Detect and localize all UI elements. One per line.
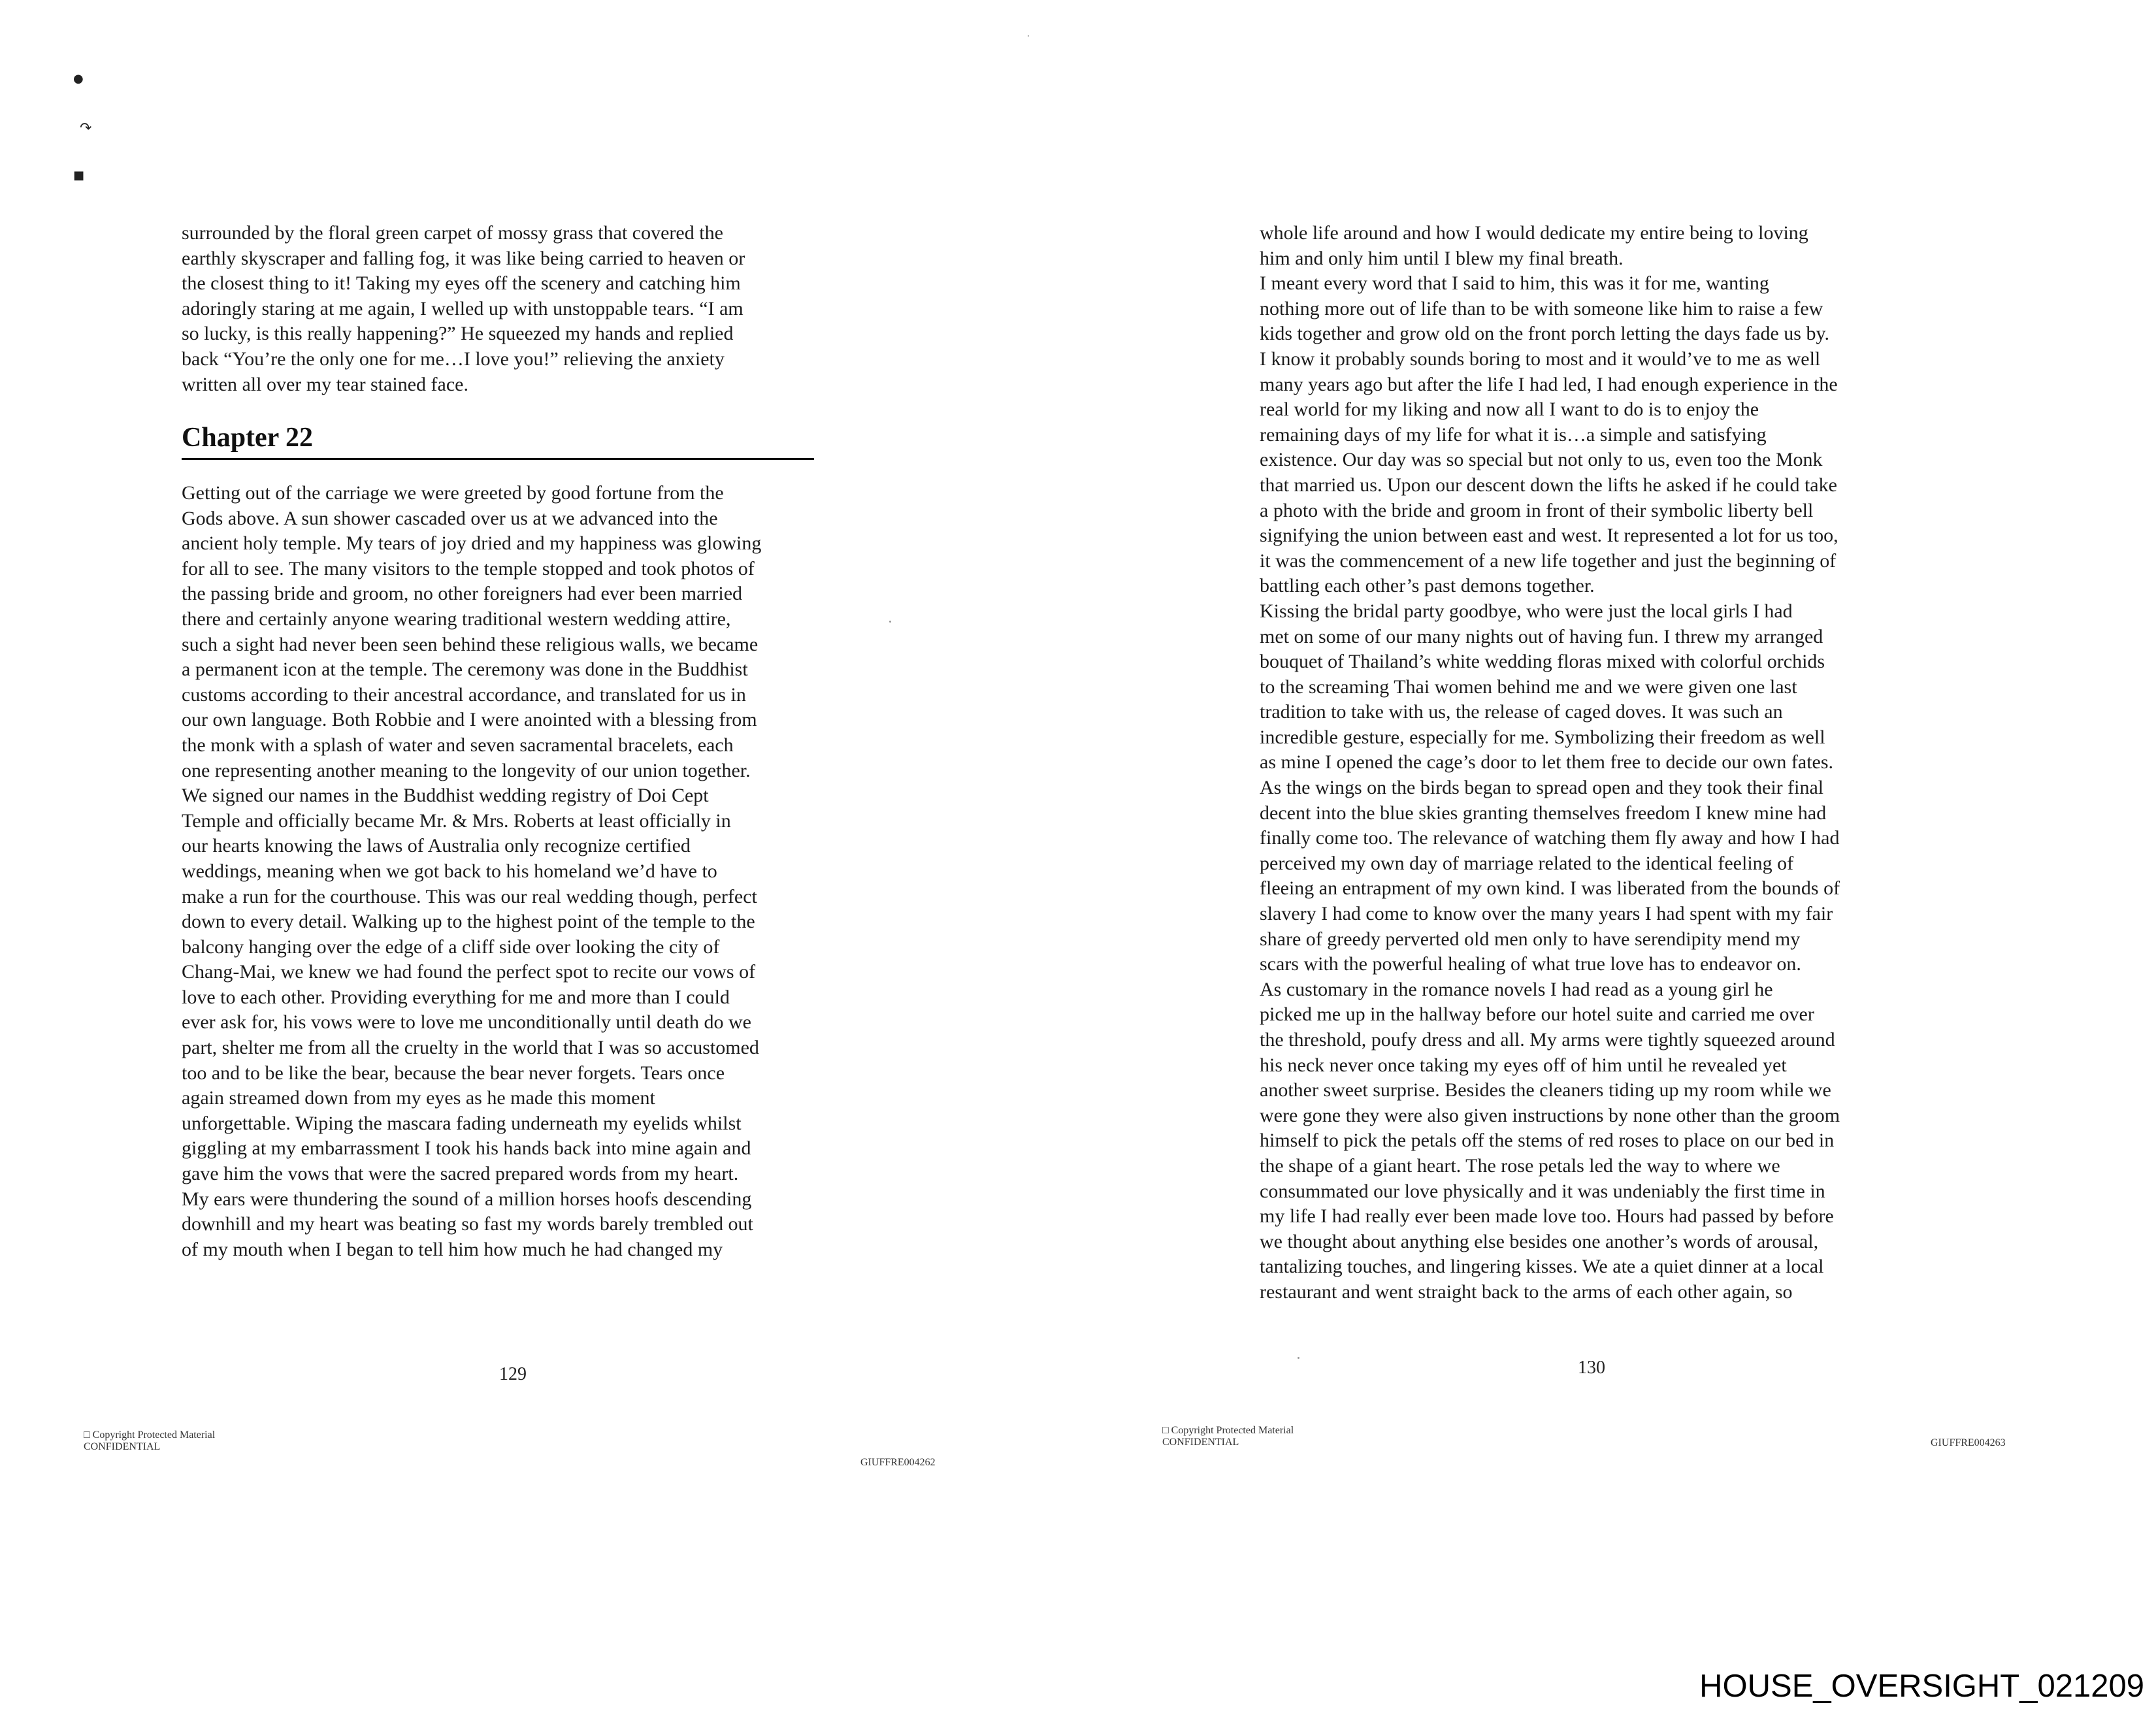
text-line: existence. Our day was so special but not only to us, even too the Monk — [1260, 449, 1823, 471]
text-line: the shape of a giant heart. The rose petals led the way to where we — [1260, 1154, 1780, 1177]
confidential-label: CONFIDENTIAL — [84, 1441, 161, 1452]
text-line: of my mouth when I began to tell him how much he had changed my — [182, 1238, 723, 1260]
text-line: kids together and grow old on the front porch letting the days fade us by. — [1260, 323, 1830, 345]
text-line: Kissing the bridal party goodbye, who were just the local girls I had — [1260, 600, 1793, 622]
text-line: real world for my liking and now all I want to do is to enjoy the — [1260, 399, 1759, 421]
bates-number-right: GIUFFRE004263 — [1931, 1437, 2006, 1448]
text-line: a permanent icon at the temple. The ceremony was done in the Buddhist — [182, 659, 748, 681]
text-line: that married us. Upon our descent down the lifts he asked if he could take — [1260, 474, 1837, 496]
text-line: again streamed down from my eyes as he made this moment — [182, 1087, 655, 1109]
text-line: tradition to take with us, the release of caged doves. It was such an — [1260, 701, 1783, 723]
text-line: gave him the vows that were the sacred prepared words from my heart. — [182, 1163, 739, 1185]
text-line: our hearts knowing the laws of Australia only recognize certified — [182, 835, 691, 857]
text-line: the passing bride and groom, no other foreigners had ever been married — [182, 583, 743, 605]
text-line: were gone they were also given instructions by none other than the groom — [1260, 1104, 1840, 1126]
text-line: giggling at my embarrassment I took his hands back into mine again and — [182, 1137, 751, 1160]
text-line: adoringly staring at me again, I welled up with unstoppable tears. “I am — [182, 297, 743, 319]
text-line: slavery I had come to know over the many years I had spent with my fair — [1260, 903, 1833, 925]
text-line: the monk with a splash of water and seven sacramental bracelets, each — [182, 734, 734, 756]
text-line: Getting out of the carriage we were greeted by good fortune from the — [182, 482, 724, 504]
text-line: fleeing an entrapment of my own kind. I was liberated from the bounds of — [1260, 877, 1840, 900]
text-line: I know it probably sounds boring to most and it would’ve to me as well — [1260, 348, 1821, 370]
page-number-right: 130 — [1578, 1358, 1605, 1378]
text-line: make a run for the courthouse. This was our real wedding though, perfect — [182, 885, 757, 907]
text-line: one representing another meaning to the longevity of our union together. — [182, 759, 751, 781]
text-line: incredible gesture, especially for me. Symbolizing their freedom as well — [1260, 726, 1825, 748]
text-line: our own language. Both Robbie and I were anointed with a blessing from — [182, 709, 757, 731]
text-line: scars with the powerful healing of what true love has to endeavor on. — [1260, 953, 1801, 975]
text-line: As customary in the romance novels I had read as a young girl he — [1260, 978, 1773, 1000]
text-line: there and certainly anyone wearing traditional western wedding attire, — [182, 608, 731, 630]
scan-speck — [889, 621, 891, 623]
text-line: so lucky, is this really happening?” He squeezed my hands and replied — [182, 323, 734, 345]
copyright-line: □ Copyright Protected Material — [84, 1429, 216, 1441]
confidential-label: CONFIDENTIAL — [1162, 1437, 1239, 1448]
left-page-body-text — [182, 481, 761, 1262]
text-line: We signed our names in the Buddhist wedding registry of Doi Cept — [182, 785, 709, 807]
text-line: a photo with the bride and groom in front of their symbolic liberty bell — [1260, 499, 1814, 521]
text-line: himself to pick the petals off the stems of red roses to place on our bed in — [1260, 1130, 1835, 1152]
document-id-stamp: HOUSE_OVERSIGHT_021209 — [1699, 1669, 2144, 1704]
text-line: as mine I opened the cage’s door to let them free to decide our own fates. — [1260, 751, 1834, 774]
text-line: back “You’re the only one for me…I love you!” relieving the anxiety — [182, 348, 725, 370]
text-line: whole life around and how I would dedicate my entire being to loving — [1260, 222, 1808, 244]
text-line: the closest thing to it! Taking my eyes off the scenery and catching him — [182, 272, 741, 295]
text-line: consummated our love physically and it was undeniably the first time in — [1260, 1180, 1825, 1202]
text-line: decent into the blue skies granting themselves freedom I knew mine had — [1260, 802, 1827, 824]
text-line: such a sight had never been seen behind these religious walls, we became — [182, 633, 759, 655]
copyright-notice-right — [1162, 1425, 1294, 1448]
text-line: As the wings on the birds began to spread open and they took their final — [1260, 777, 1824, 799]
text-line: My ears were thundering the sound of a million horses hoofs descending — [182, 1188, 752, 1210]
text-line: the threshold, poufy dress and all. My arms were tightly squeezed around — [1260, 1029, 1835, 1051]
text-line: part, shelter me from all the cruelty in the world that I was so accustomed — [182, 1037, 759, 1059]
left-page-intro-paragraph — [182, 221, 745, 397]
text-line: unforgettable. Wiping the mascara fading underneath my eyelids whilst — [182, 1112, 742, 1134]
page-number-left: 129 — [499, 1364, 527, 1384]
text-line: restaurant and went straight back to the arms of each other again, so — [1260, 1280, 1793, 1303]
text-line: him and only him until I blew my final breath. — [1260, 247, 1624, 269]
text-line: perceived my own day of marriage related to the identical feeling of — [1260, 852, 1794, 874]
text-line: share of greedy perverted old men only to have serendipity mend my — [1260, 928, 1801, 950]
text-line: it was the commencement of a new life together and just the beginning of — [1260, 549, 1837, 572]
text-line: remaining days of my life for what it is…a simple and satisfying — [1260, 423, 1767, 446]
text-line: too and to be like the bear, because the bear never forgets. Tears once — [182, 1062, 725, 1084]
text-line: we thought about anything else besides one another’s words of arousal, — [1260, 1230, 1819, 1252]
text-line: tantalizing touches, and lingering kisses. We ate a quiet dinner at a local — [1260, 1256, 1824, 1278]
text-line: another sweet surprise. Besides the cleaners tiding up my room while we — [1260, 1079, 1831, 1101]
scan-speck — [1298, 1357, 1299, 1359]
copyright-line: □ Copyright Protected Material — [1162, 1425, 1294, 1436]
text-line: to the screaming Thai women behind me and we were given one last — [1260, 676, 1797, 698]
text-line: I meant every word that I said to him, this was it for me, wanting — [1260, 272, 1769, 295]
text-line: ever ask for, his vows were to love me unconditionally until death do we — [182, 1011, 751, 1034]
text-line: picked me up in the hallway before our hotel suite and carried me over — [1260, 1003, 1814, 1026]
text-line: bouquet of Thailand’s white wedding floras mixed with colorful orchids — [1260, 651, 1825, 673]
text-line: for all to see. The many visitors to the temple stopped and took photos of — [182, 557, 755, 579]
text-line: love to each other. Providing everything for me and more than I could — [182, 986, 730, 1008]
text-line: battling each other’s past demons together. — [1260, 575, 1595, 597]
scan-bullet-mark: ■ — [73, 169, 85, 182]
scan-bullet-mark: ● — [73, 72, 84, 86]
bates-number-left: GIUFFRE004262 — [860, 1457, 936, 1468]
text-line: ancient holy temple. My tears of joy dried and my happiness was glowing — [182, 532, 762, 555]
text-line: balcony hanging over the edge of a cliff side over looking the city of — [182, 936, 720, 958]
text-line: downhill and my heart was beating so fast my words barely trembled out — [182, 1213, 753, 1235]
text-line: finally come too. The relevance of watching them fly away and how I had — [1260, 827, 1840, 849]
text-line: met on some of our many nights out of having fun. I threw my arranged — [1260, 625, 1823, 647]
scan-speck — [1028, 35, 1029, 37]
text-line: signifying the union between east and west. It represented a lot for us too, — [1260, 525, 1838, 547]
text-line: weddings, meaning when we got back to his homeland we’d have to — [182, 860, 717, 882]
right-page-body-text — [1260, 221, 1840, 1305]
text-line: earthly skyscraper and falling fog, it was like being carried to heaven or — [182, 247, 745, 269]
text-line: written all over my tear stained face. — [182, 373, 468, 395]
text-line: surrounded by the floral green carpet of mossy grass that covered the — [182, 222, 723, 244]
text-line: Gods above. A sun shower cascaded over us at we advanced into the — [182, 507, 718, 529]
text-line: customs according to their ancestral accordance, and translated for us in — [182, 683, 746, 706]
chapter-title: Chapter 22 — [182, 420, 814, 460]
scan-arrow-mark: ↷ — [80, 120, 92, 137]
text-line: many years ago but after the life I had led, I had enough experience in the — [1260, 373, 1838, 395]
text-line: down to every detail. Walking up to the highest point of the temple to the — [182, 911, 755, 933]
text-line: Temple and officially became Mr. & Mrs. Roberts at least officially in — [182, 809, 731, 832]
text-line: nothing more out of life than to be with someone like him to raise a few — [1260, 297, 1823, 319]
text-line: Chang-Mai, we knew we had found the perfect spot to recite our vows of — [182, 961, 756, 983]
text-line: my life I had really ever been made love too. Hours had passed by before — [1260, 1205, 1834, 1228]
text-line: his neck never once taking my eyes off of him until he revealed yet — [1260, 1054, 1787, 1076]
copyright-notice-left — [84, 1429, 215, 1453]
